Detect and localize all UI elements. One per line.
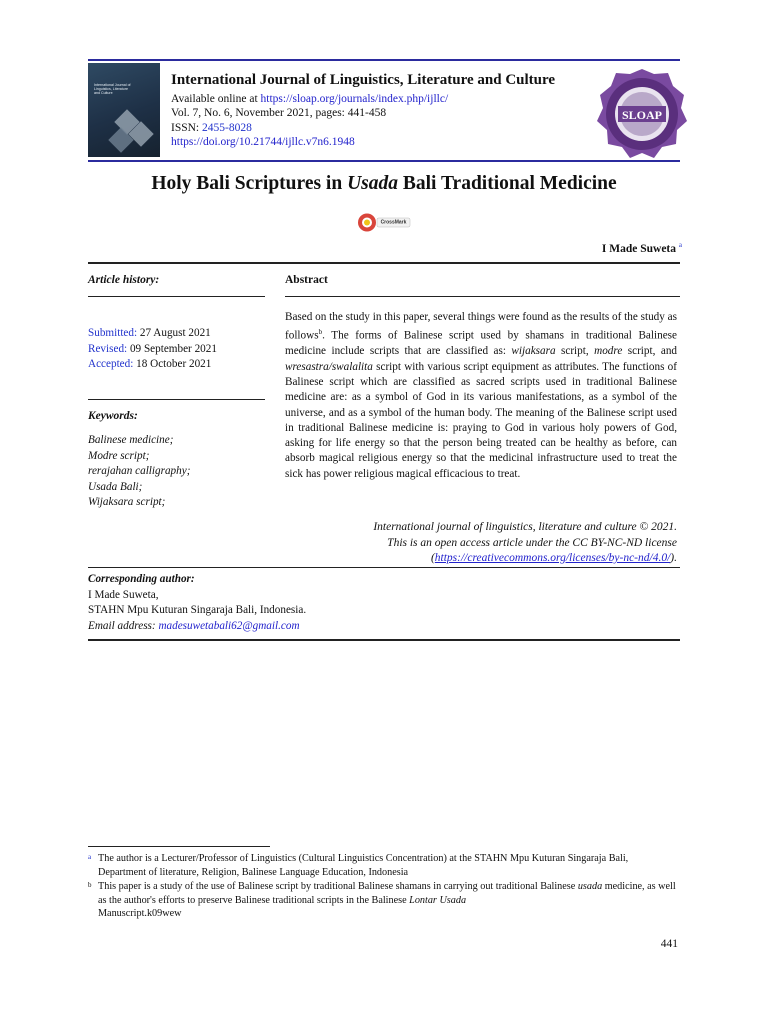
corresponding-top-rule <box>88 567 680 568</box>
license-link[interactable]: https://creativecommons.org/licenses/by-nc-nd/4.0/ <box>434 552 671 564</box>
keyword-item: Balinese medicine; <box>88 434 174 446</box>
volume-line: Vol. 7, No. 6, November 2021, pages: 441-458 <box>171 107 387 119</box>
keyword-item: Modre script; <box>88 449 150 462</box>
keywords-heading: Keywords: <box>88 410 138 422</box>
footnote-a: a The author is a Lecturer/Professor of Linguistics (Cultural Linguistics Concentration) at the STAHN Mpu Kuturan Singaraja Bali, Department of literature, Religion, Balinese Language Education, Indonesia <box>88 853 629 878</box>
page-number: 441 <box>660 938 678 950</box>
article-history-dates: Submitted: 27 August 2021 Revised: 09 September 2021 Accepted: 18 October 2021 <box>88 327 217 371</box>
corresponding-bottom-rule <box>88 639 680 641</box>
header-top-rule <box>88 59 680 61</box>
sloap-seal-logo <box>596 68 688 160</box>
seal-text: SLOAP <box>621 108 663 122</box>
cover-title: International Journal of Linguistics, Literature and Culture <box>94 83 131 95</box>
article-history-heading: Article history: <box>88 274 160 286</box>
issn-value: 2455-8028 <box>202 122 252 134</box>
corresponding-name: I Made Suweta, <box>88 588 159 601</box>
doi-link[interactable]: https://doi.org/10.21744/ijllc.v7n6.1948 <box>171 136 355 148</box>
abstract-heading: Abstract <box>285 274 328 286</box>
corresponding-heading: Corresponding author: <box>88 573 195 585</box>
journal-name: International Journal of Linguistics, Literature and Culture <box>171 72 556 88</box>
corresponding-affiliation: STAHN Mpu Kuturan Singaraja Bali, Indonesia. <box>88 604 307 617</box>
keyword-item: Wijaksara script; <box>88 496 166 508</box>
abstract-text: Based on the study in this paper, several things were found as the results of the study as follows$^b$. The forms of Balinese script used by shamans in traditional Balinese medicine include scripts that are classified as: wijaksara script, modre script, and wresastra/swalalita script with various script equipment as attributes. The functions of Balinese script which are classified as sacred scripts used in traditional Balinese medicine are: as a symbol of God in its various manifestations, as a symbol of the universe, and as a symbol of the human body. The meaning of the Balinese script used in traditional Balinese medicine is: praying to God in various holy powers of God, asking for life energy so that the person being treated can be healthy as before, can absorb magical religious energy so that the medicinal infrastructure used to treat the sick has power religious magical efficacious to treat. <box>285 311 678 480</box>
keyword-item: Usada Bali; <box>88 480 143 493</box>
footnote-rule <box>88 846 270 847</box>
keywords-divider-top <box>88 399 265 400</box>
journal-url-link[interactable]: https://sloap.org/journals/index.php/ijllc/ <box>260 93 449 105</box>
paper-title: Holy Bali Scriptures in Usada Bali Traditional Medicine <box>151 173 617 194</box>
journal-cover-image <box>88 63 160 157</box>
crossmark-label: CrossMark <box>380 219 407 226</box>
license-statement: International journal of linguistics, literature and culture © 2021. This is an open access article under the CC BY-NC-ND license (https://creativecommons.org/licenses/by-nc-nd/4.0/). <box>373 521 677 564</box>
keywords-list <box>88 433 268 511</box>
footnote-b: b This paper is a study of the use of Balinese script by traditional Balinese shamans in carrying out traditional Balinese usada medicine, as well as the author's efforts to preserve Balinese traditional scripts in the Balinese Lontar Usada Manuscript.k09wew <box>88 881 676 919</box>
header-bottom-rule <box>88 160 680 162</box>
issn-line: ISSN: 2455-8028 <box>171 122 252 134</box>
abstract-divider <box>285 296 680 297</box>
keyword-item: rerajahan calligraphy; <box>88 465 191 477</box>
author-line: I Made Suweta $^a$ <box>601 241 682 255</box>
email-link[interactable]: madesuwetabali62@gmail.com <box>158 619 300 632</box>
doi-line <box>171 135 355 150</box>
history-divider <box>88 296 265 297</box>
footnotes <box>88 852 678 921</box>
available-online-line: Available online at https://sloap.org/journals/index.php/ijllc/ <box>171 93 449 105</box>
section-top-rule <box>88 262 680 264</box>
corresponding-author-block: Corresponding author: I Made Suweta, STAHN Mpu Kuturan Singaraja Bali, Indonesia. Email address: madesuwetabali62@gmail.com <box>88 572 488 634</box>
crossmark-badge[interactable] <box>357 211 412 234</box>
